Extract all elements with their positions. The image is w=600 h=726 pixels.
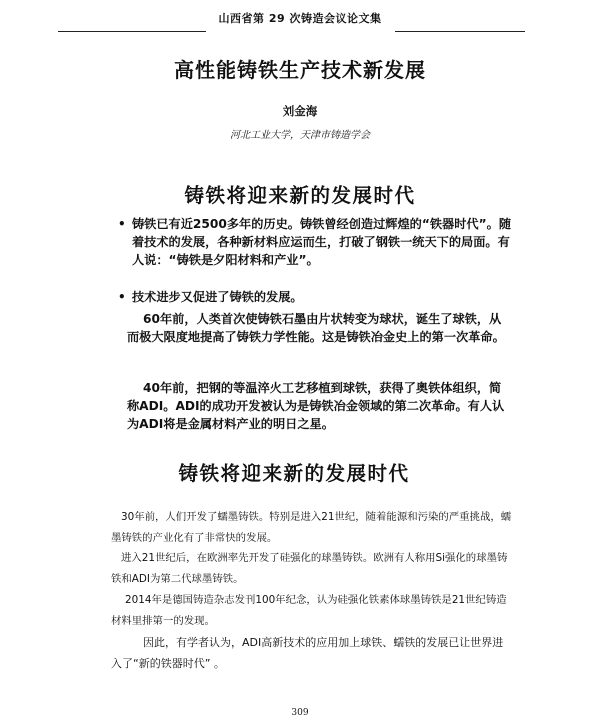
header-rule-left [58, 31, 206, 32]
section-title-2: 铸铁将迎来新的发展时代 [178, 462, 410, 485]
affiliation: 河北工业大学，天津市铸造学会 [230, 130, 370, 141]
section2-paragraph-4: 因此，有学者认为，ADI高新技术的应用加上球铁、蠕铁的发展已让世界进入了“新的铁器时代” 。 [111, 636, 504, 670]
paper-title: 高性能铸铁生产技术新发展 [174, 58, 426, 82]
author: 刘金海 [282, 104, 318, 118]
bullet-dot-icon: • [118, 290, 126, 304]
section-title-1: 铸铁将迎来新的发展时代 [184, 184, 416, 207]
bullet-item-2 [118, 288, 518, 306]
bullet-item-1 [118, 215, 518, 269]
page-number: 309 [291, 708, 309, 718]
bullet-dot-icon: • [118, 217, 126, 231]
section2-paragraph-2: 进入21世纪后，在欧洲率先开发了硅强化的球墨铸铁。欧洲有人称用Si强化的球墨铸铁和ADI为第二代球墨铸铁。 [111, 552, 508, 585]
section2-paragraph-3: 2014年是德国铸造杂志发刊100年纪念，认为硅强化铁素体球墨铸铁是21世纪铸造材料里排第一的发现。 [111, 594, 507, 627]
section1-paragraph-1: 60年前，人类首次使铸铁石墨由片状转变为球状，诞生了球铁，从而极大限度地提高了铸铁力学性能。这是铸铁冶金史上的第一次革命。 [127, 312, 505, 344]
running-head: 山西省第 29 次铸造会议论文集 [218, 12, 382, 25]
header-rule-right [395, 31, 525, 32]
section2-paragraph-1: 30年前，人们开发了蠕墨铸铁。特别是进入21世纪，随着能源和污染的严重挑战，蠕墨铸铁的产业化有了非常快的发展。 [111, 511, 512, 544]
bullet-text-1: 铸铁已有近2500多年的历史。铸铁曾经创造过辉煌的“铁器时代”。随着技术的发展，各种新材料应运而生，打破了钢铁一统天下的局面。有人说：“铸铁是夕阳材料和产业”。 [132, 217, 512, 267]
section1-paragraph-2: 40年前，把钢的等温淬火工艺移植到球铁，获得了奥铁体组织，简称ADI。ADI的成功开发被认为是铸铁冶金领域的第二次革命。有人认为ADI将是金属材料产业的明日之星。 [127, 381, 505, 431]
bullet-text-2: 技术进步又促进了铸铁的发展。 [132, 290, 303, 304]
